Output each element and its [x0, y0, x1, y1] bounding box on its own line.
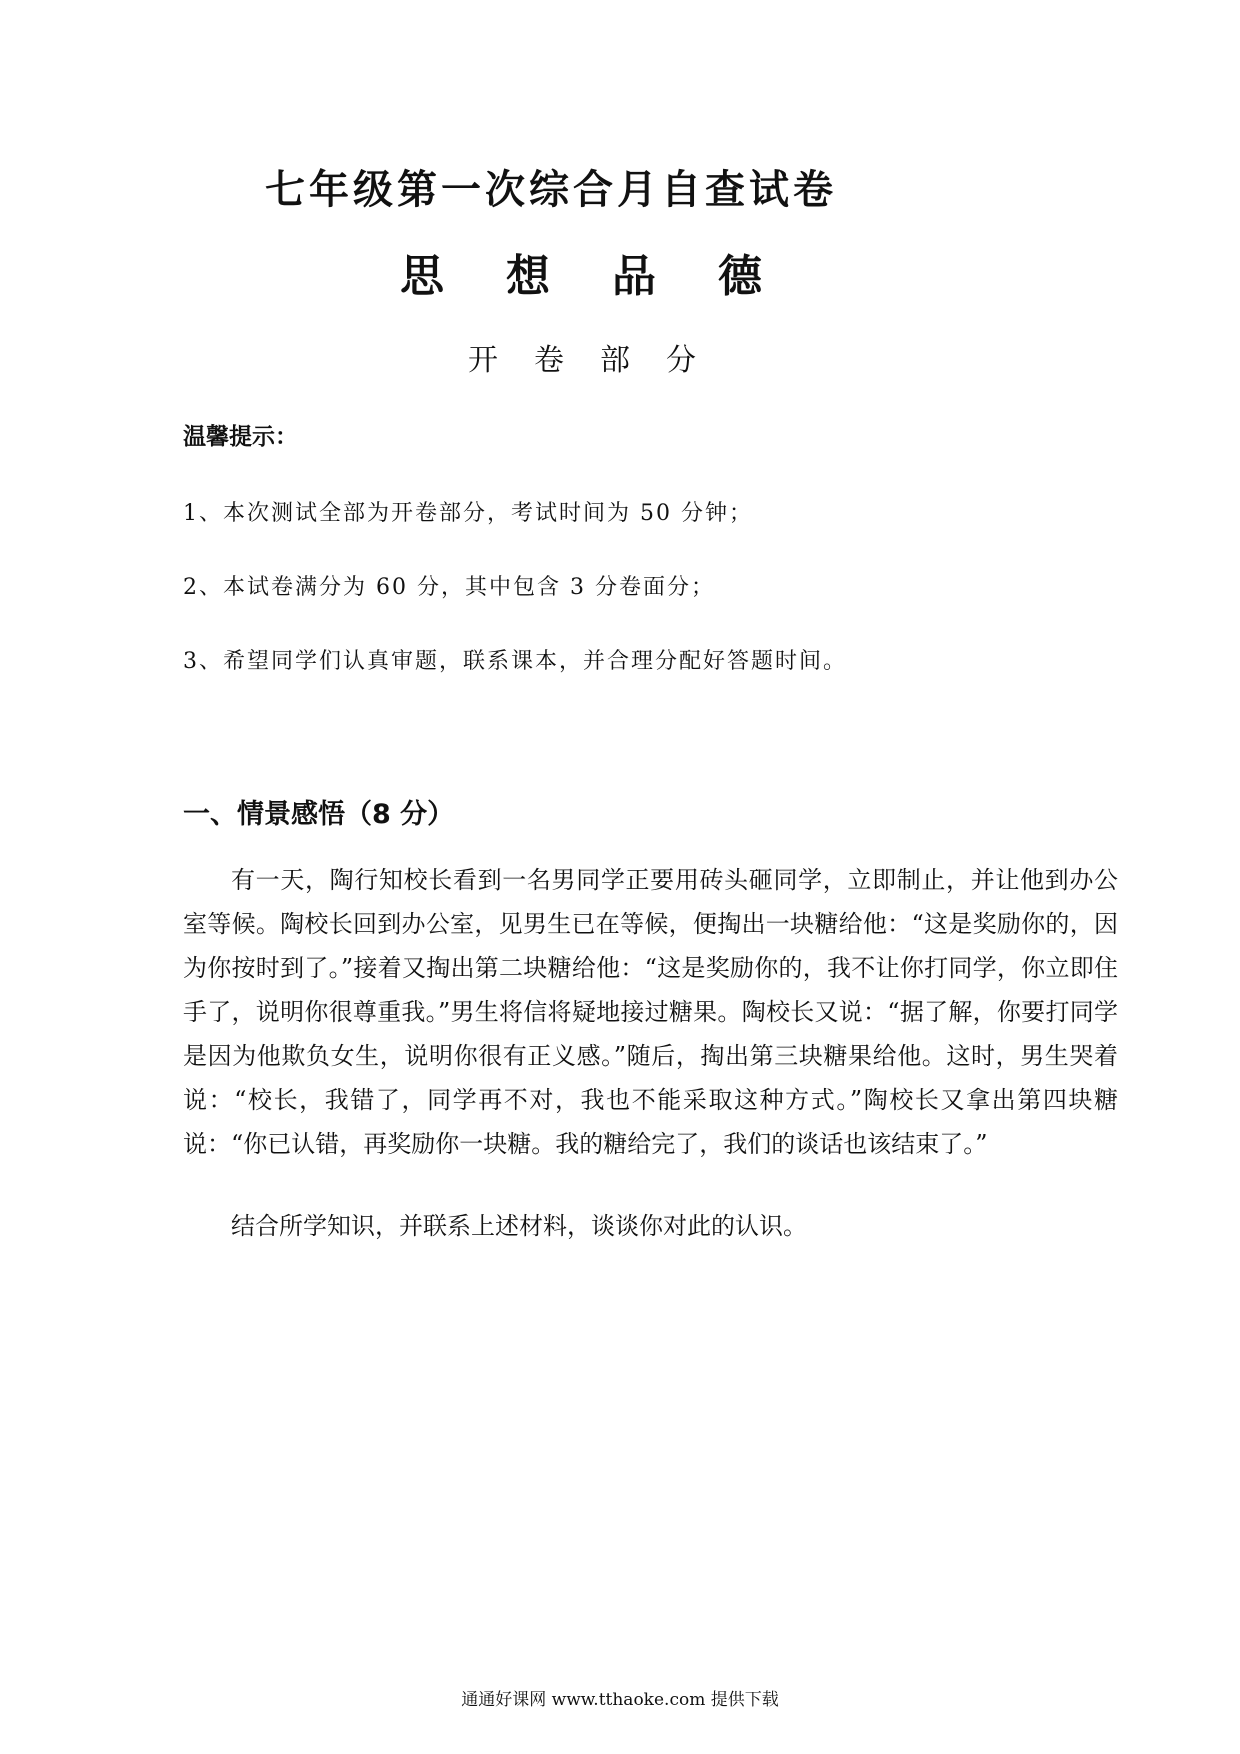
exam-title: 七年级第一次综合月自查试卷: [265, 166, 837, 213]
tip-item: 3、希望同学们认真审题，联系课本，并合理分配好答题时间。: [183, 649, 847, 674]
question-passage: 有一天，陶行知校长看到一名男同学正要用砖头砸同学，立即制止，并让他到办公室等候。陶校长回到办公室，见男生已在等候，便掏出一块糖给他：“这是奖励你的，因为你按时到了。”接着又掏出第二块糖给他：“这是奖励你的，我不让你打同学，你立即住手了，说明你很尊重我。”男生将信将疑地接过糖果。陶校长又说：“据了解，你要打同学是因为他欺负女生，说明你很有正义感。”随后，掏出第三块糖果给他。这时，男生哭着说：“校长，我错了，同学再不对，我也不能采取这种方式。”陶校长又拿出第四块糖说：“你已认错，再奖励你一块糖。我的糖给完了，我们的谈话也该结束了。”: [183, 866, 1118, 1158]
subject-title: 思想品德: [400, 251, 824, 302]
footer-download-note: 通通好课网 www.tthaoke.com 提供下载: [461, 1690, 779, 1710]
tip-item: 2、本试卷满分为 60 分，其中包含 3 分卷面分；: [183, 575, 715, 600]
tip-item: 1、本次测试全部为开卷部分，考试时间为 50 分钟；: [183, 501, 753, 526]
section-label: 开卷部分: [468, 343, 732, 378]
question-prompt: 结合所学知识，并联系上述材料，谈谈你对此的认识。: [231, 1212, 807, 1240]
tips-heading: 温馨提示：: [183, 423, 298, 450]
question-heading: 一、情景感悟（8 分）: [183, 799, 455, 830]
